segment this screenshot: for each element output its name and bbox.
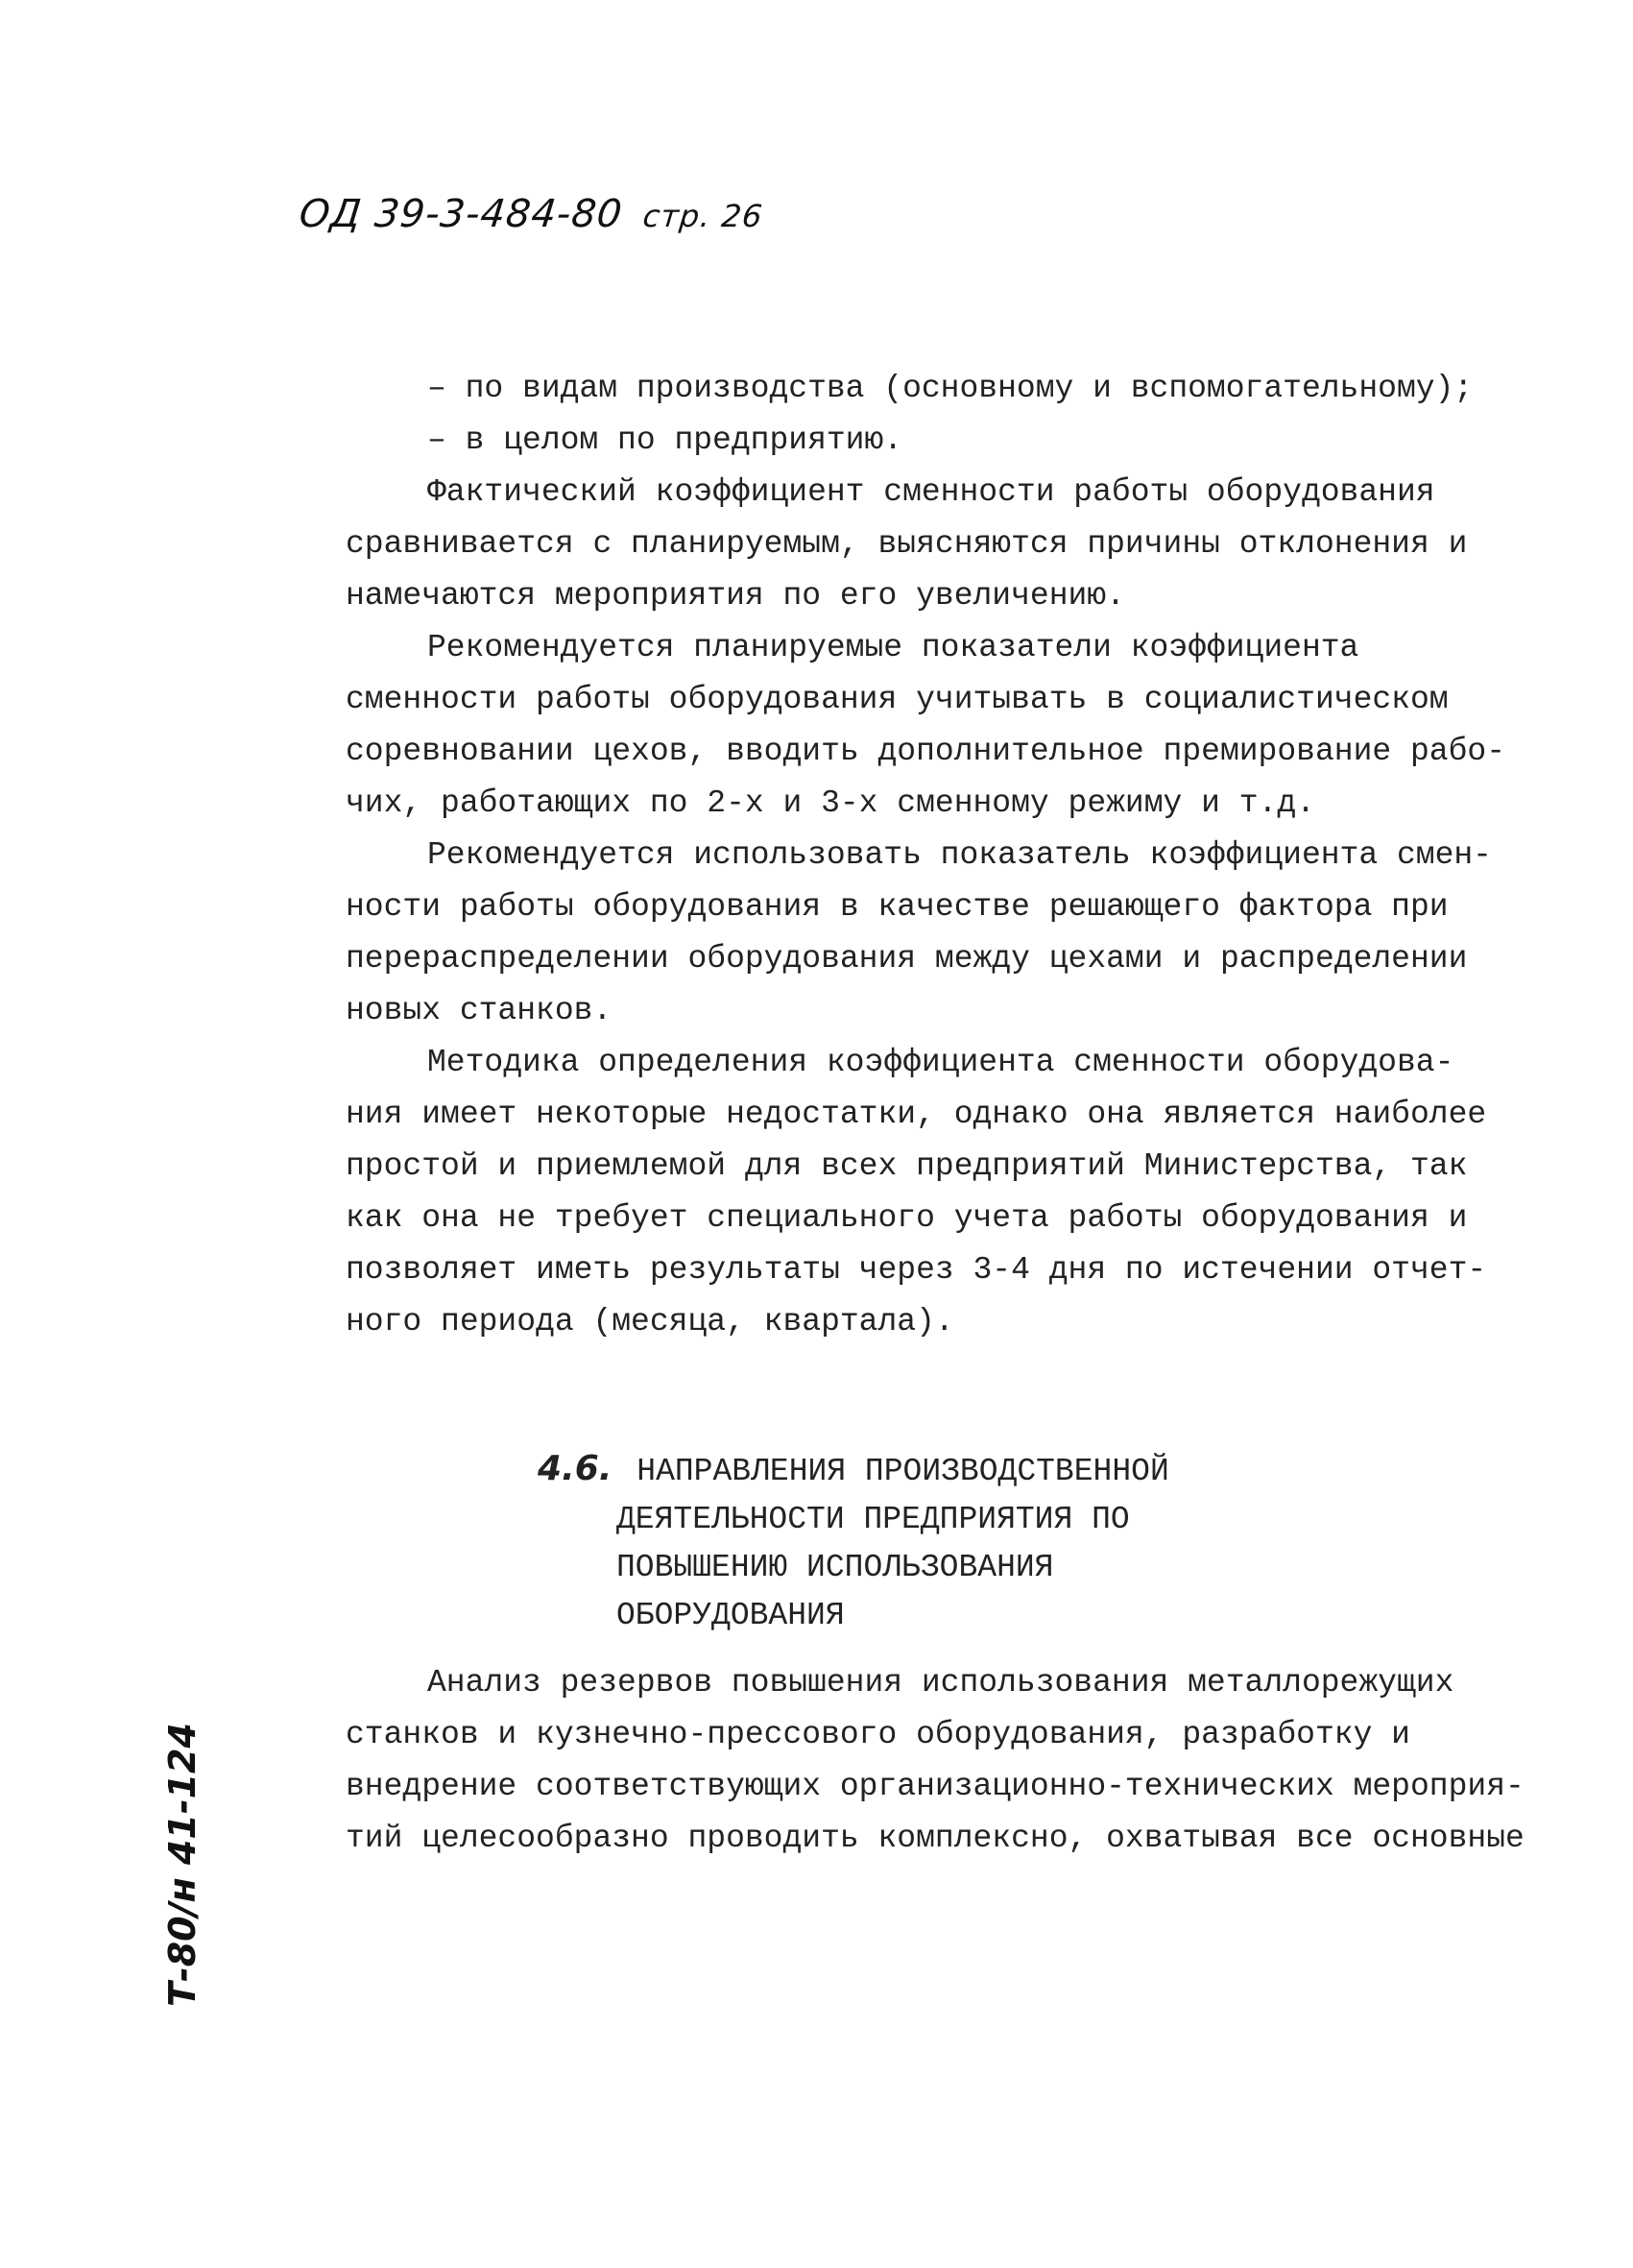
paragraph-line: внедрение соответствующих организационно-технических мероприя- [346,1769,1525,1804]
paragraph-line: ного периода (месяца, квартала). [346,1304,954,1339]
margin-handwritten-note: Т-80/н 41-124 [161,1723,204,2007]
paragraph-line: ния имеет некоторые недостатки, однако она является наиболее [346,1097,1487,1132]
paragraph-line: станков и кузнечно-прессового оборудования, разработку и [346,1717,1410,1752]
paragraph-line: намечаются мероприятия по его увеличению. [346,578,1125,614]
paragraph-line: ности работы оборудования в качестве решающего фактора при [346,889,1449,925]
section-title-line: НАПРАВЛЕНИЯ ПРОИЗВОДСТВЕННОЙ [636,1454,1169,1489]
paragraph-line: сравнивается с планируемым, выясняются причины отклонения и [346,526,1468,562]
section-title-line: ДЕЯТЕЛЬНОСТИ ПРЕДПРИЯТИЯ ПО [616,1502,1130,1537]
paragraph-line: сменности работы оборудования учитывать в социалистическом [346,682,1449,717]
paragraph-line: Анализ резервов повышения использования металлорежущих [427,1665,1454,1701]
section-title-line: ОБОРУДОВАНИЯ [616,1598,845,1633]
paragraph-line: чих, работающих по 2-х и 3-х сменному режиму и т.д. [346,785,1315,821]
paragraph-line: перераспределении оборудования между цехами и распределении [346,941,1468,977]
paragraph-line: простой и приемлемой для всех предприятий Министерства, так [346,1148,1468,1184]
paragraph-line: Рекомендуется использовать показатель коэффициента смен- [427,837,1492,873]
bullet-line: – по видам производства (основному и вспомогательному); [427,371,1474,406]
body-text-bottom [346,1657,1525,1865]
paragraph-line: позволяет иметь результаты через 3-4 дня по истечении отчет- [346,1252,1487,1288]
section-heading [538,1445,1169,1640]
section-title-line: ПОВЫШЕНИЮ ИСПОЛЬЗОВАНИЯ [616,1550,1054,1585]
paragraph-line: Методика определения коэффициента сменности оборудова- [427,1045,1454,1080]
paragraph-line: соревновании цехов, вводить дополнительное премирование рабо- [346,734,1505,769]
document-number: ОД 39-3-484-80 [297,192,625,236]
paragraph-line: тий целесообразно проводить комплексно, охватывая все основные [346,1821,1525,1856]
paragraph-line: новых станков. [346,993,612,1028]
page-header [298,192,766,236]
paragraph-line: Фактический коэффициент сменности работы оборудования [427,474,1435,510]
paragraph-line: Рекомендуется планируемые показатели коэффициента [427,630,1359,665]
paragraph-line: как она не требует специального учета работы оборудования и [346,1200,1468,1236]
bullet-line: – в целом по предприятию. [427,422,903,458]
section-number: 4.6. [538,1449,612,1488]
page-number: стр. 26 [640,198,765,234]
body-text-top [346,363,1505,1348]
